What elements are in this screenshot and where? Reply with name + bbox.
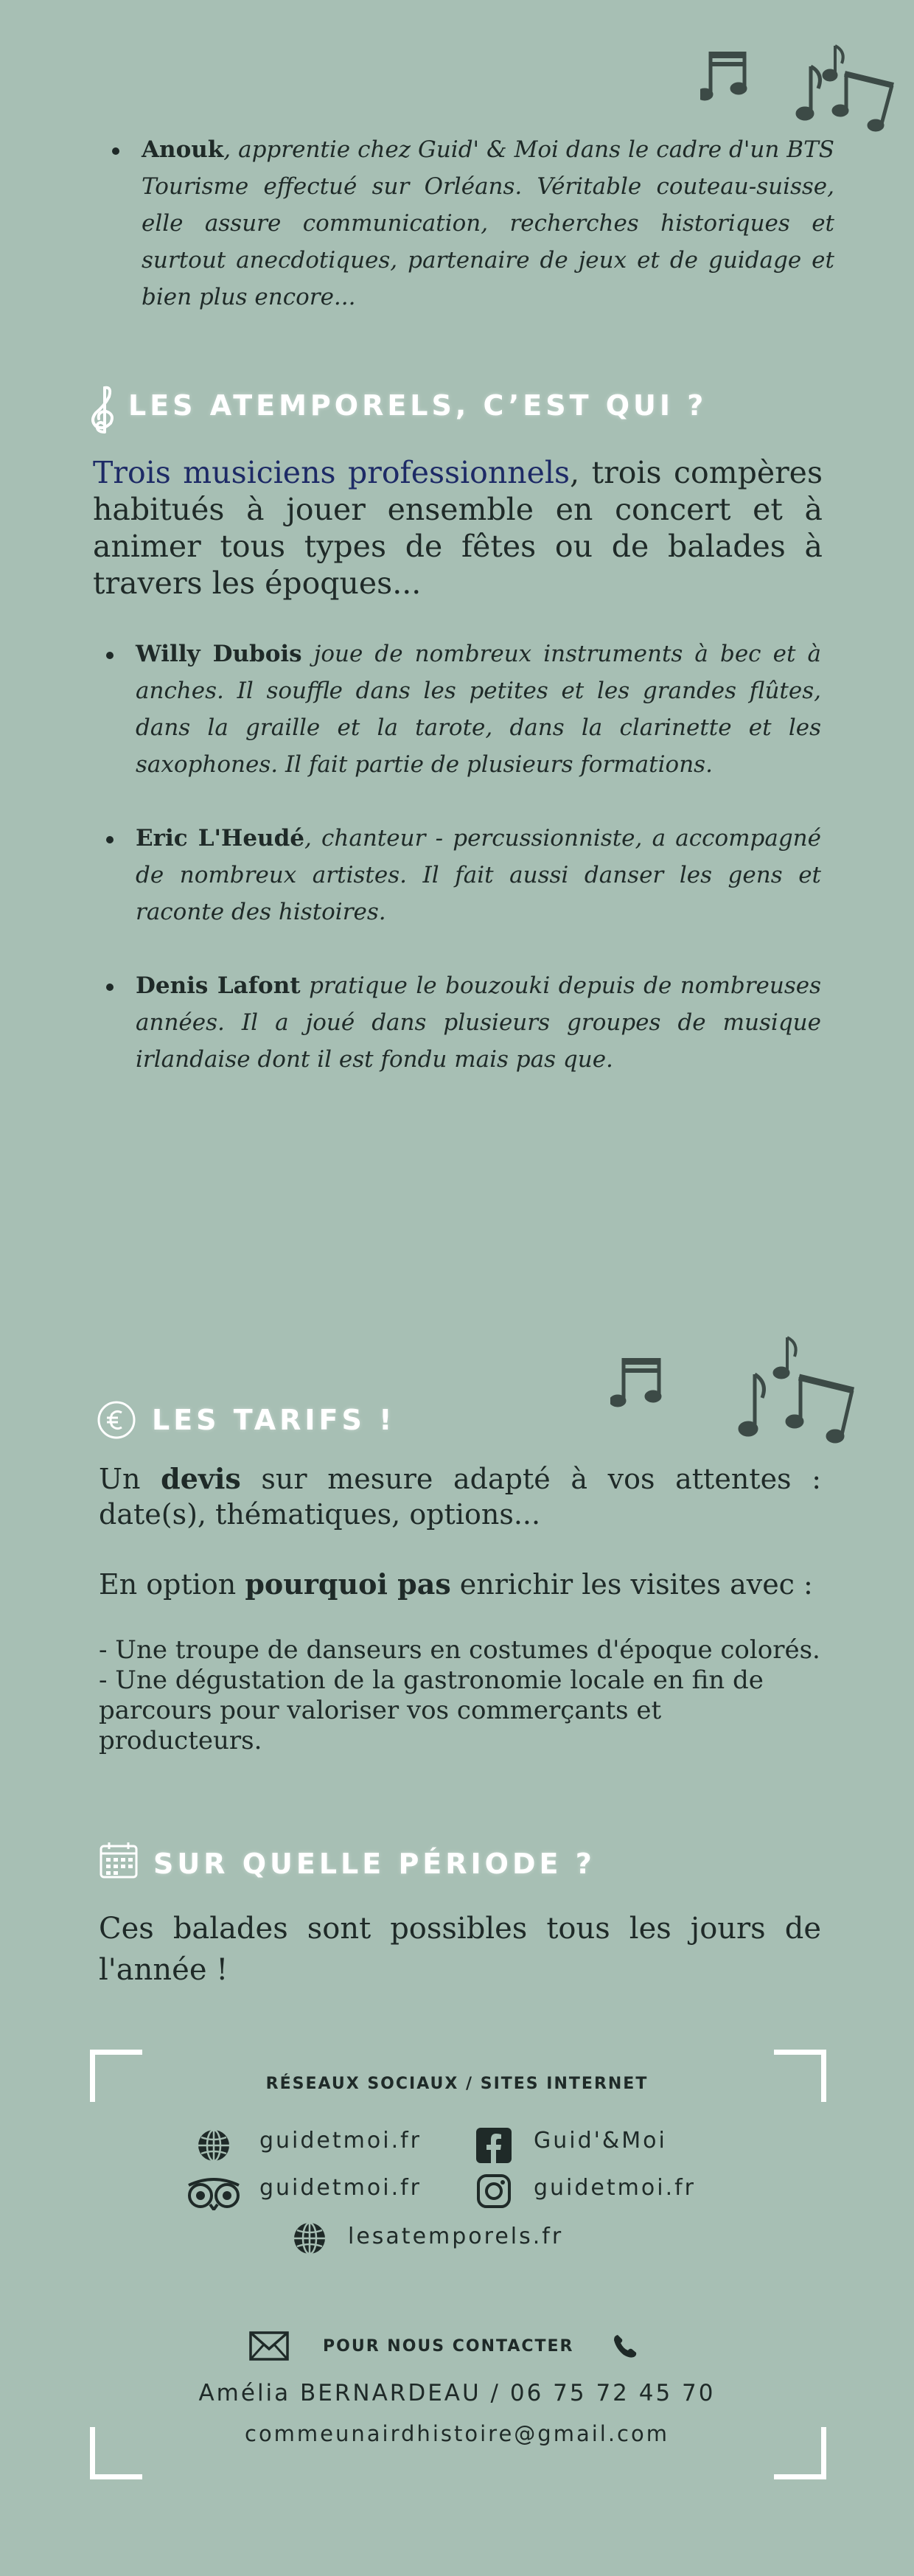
anouk-name: Anouk <box>142 136 224 163</box>
member-name: Denis Lafont <box>136 972 301 999</box>
tarifs-devis <box>99 1461 821 1532</box>
atemporels-lead <box>93 454 823 602</box>
tarifs-option <box>99 1567 821 1601</box>
devis-post: sur mesure adapté à vos attentes : date(s), thématiques, options... <box>99 1463 821 1531</box>
intro-anouk-item <box>142 131 834 316</box>
periode-text: Ces balades sont possibles tous les jours de l'année ! <box>99 1912 821 1987</box>
member-item <box>136 967 821 1078</box>
option-bold: pourquoi pas <box>245 1567 451 1601</box>
devis-pre: Un <box>99 1463 161 1495</box>
member-name: Eric L'Heudé <box>136 825 304 852</box>
tarifs-option-items <box>99 1635 821 1756</box>
tarifs-heading: LES TARIFS ! <box>152 1404 396 1436</box>
music-notes-icon <box>610 1320 861 1460</box>
member-text: joue de nombreux instruments à bec et à anches. Il souffle dans les petites et les grandes flûtes, dans la graille et la tarote, dans la clarinette et les saxophones. Il fait partie de plusieurs formations. <box>136 641 821 778</box>
members-list <box>136 636 821 1078</box>
atemporels-heading: LES ATEMPORELS, C’EST QUI ? <box>128 389 708 422</box>
lead-highlight: Trois musiciens professionnels <box>93 455 571 490</box>
web-link-guidetmoi[interactable]: guidetmoi.fr <box>259 2128 422 2154</box>
contact-name-phone: Amélia BERNARDEAU / 06 75 72 45 70 <box>198 2380 716 2406</box>
facebook-link[interactable]: Guid'&Moi <box>534 2128 667 2154</box>
member-name: Willy Dubois <box>136 641 302 667</box>
contact-email[interactable]: commeunairdhistoire@gmail.com <box>245 2421 669 2446</box>
anouk-text: , apprentie chez Guid' & Moi dans le cadre d'un BTS Tourisme effectué sur Orléans. Véritable couteau-suisse, elle assure communication, recherches historiques et surtout anecdotiques, partenaire de jeux et de guidage et bien plus encore... <box>142 136 834 310</box>
option-post: enrichir les visites avec : <box>450 1568 813 1601</box>
lead-rest: , trois compères habitués à jouer ensemble en concert et à animer tous types de fêtes ou de balades à travers les époques... <box>93 455 823 601</box>
devis-bold: devis <box>161 1462 241 1495</box>
calendar-icon <box>99 1840 139 1880</box>
music-notes-icon <box>700 29 899 140</box>
web-link-lesatemporels[interactable]: lesatemporels.fr <box>348 2224 564 2249</box>
option-item: - Une dégustation de la gastronomie locale en fin de parcours pour valoriser vos commerçants et producteurs. <box>99 1665 764 1755</box>
globe-icon <box>196 2128 231 2163</box>
social-title: RÉSEAUX SOCIAUX / SITES INTERNET <box>265 2075 649 2093</box>
tripadvisor-link[interactable]: guidetmoi.fr <box>259 2175 422 2201</box>
member-text: , chanteur - percussionniste, a accompagné de nombreux artistes. Il fait aussi danser les gens et raconte des histoires. <box>136 825 821 925</box>
option-pre: En option <box>99 1568 245 1601</box>
contact-title: POUR NOUS CONTACTER <box>323 2337 574 2356</box>
intro-list <box>142 131 834 316</box>
instagram-link[interactable]: guidetmoi.fr <box>534 2175 696 2201</box>
facebook-icon <box>476 2128 512 2163</box>
tripadvisor-icon <box>186 2175 242 2210</box>
envelope-icon <box>249 2331 289 2361</box>
member-item <box>136 820 821 930</box>
periode-heading: SUR QUELLE PÉRIODE ? <box>153 1848 596 1880</box>
treble-clef-icon <box>90 383 116 435</box>
member-text: pratique le bouzouki depuis de nombreuses années. Il a joué dans plusieurs groupes de musique irlandaise dont il est fondu mais pas que. <box>136 972 821 1073</box>
euro-icon <box>96 1399 137 1441</box>
phone-icon <box>612 2333 638 2359</box>
member-item <box>136 636 821 783</box>
option-item: - Une troupe de danseurs en costumes d'époque colorés. <box>99 1635 820 1665</box>
instagram-icon <box>476 2173 512 2209</box>
globe-icon <box>292 2221 327 2256</box>
